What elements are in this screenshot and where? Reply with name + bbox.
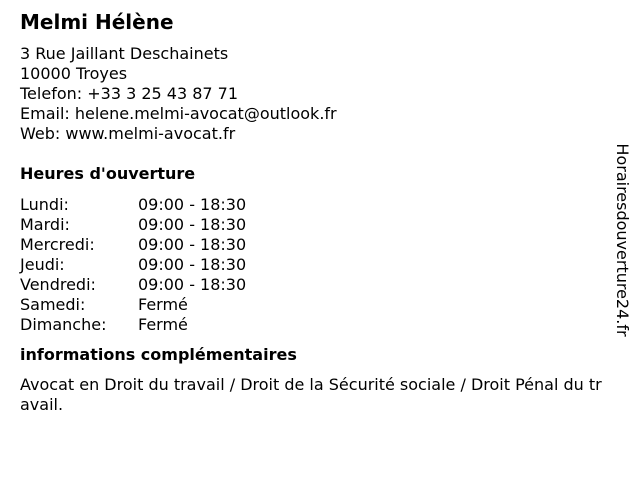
- hours-value: 09:00 - 18:30: [138, 275, 247, 294]
- business-name: Melmi Hélène: [20, 10, 174, 34]
- city-address: 10000 Troyes: [20, 64, 128, 83]
- additional-info-heading: informations complémentaires: [20, 345, 297, 364]
- hours-value: 09:00 - 18:30: [138, 215, 247, 234]
- hours-row-tuesday: [20, 215, 610, 235]
- day-label: Vendredi:: [20, 275, 96, 294]
- hours-row-saturday: [20, 295, 610, 315]
- business-card: [20, 8, 610, 415]
- day-label: Samedi:: [20, 295, 86, 314]
- web-line: Web: www.melmi-avocat.fr: [20, 124, 236, 143]
- hours-row-thursday: [20, 255, 610, 275]
- hours-value: 09:00 - 18:30: [138, 235, 247, 254]
- email-line: Email: helene.melmi-avocat@outlook.fr: [20, 104, 337, 123]
- hours-row-sunday: [20, 315, 610, 335]
- hours-row-monday: [20, 195, 610, 215]
- opening-hours-heading: Heures d'ouverture: [20, 164, 196, 183]
- day-label: Mardi:: [20, 215, 70, 234]
- hours-value: Fermé: [138, 295, 188, 314]
- hours-value: 09:00 - 18:30: [138, 255, 247, 274]
- phone-line: Telefon: +33 3 25 43 87 71: [20, 84, 239, 103]
- day-label: Mercredi:: [20, 235, 95, 254]
- day-label: Lundi:: [20, 195, 69, 214]
- site-watermark: Horairesdouverture24.fr: [613, 143, 632, 337]
- day-label: Jeudi:: [20, 255, 65, 274]
- hours-row-wednesday: [20, 235, 610, 255]
- additional-info-text: Avocat en Droit du travail / Droit de la Sécurité sociale / Droit Pénal du travail.: [20, 375, 602, 414]
- hours-value: 09:00 - 18:30: [138, 195, 247, 214]
- hours-value: Fermé: [138, 315, 188, 334]
- hours-row-friday: [20, 275, 610, 295]
- street-address: 3 Rue Jaillant Deschainets: [20, 44, 229, 63]
- day-label: Dimanche:: [20, 315, 107, 334]
